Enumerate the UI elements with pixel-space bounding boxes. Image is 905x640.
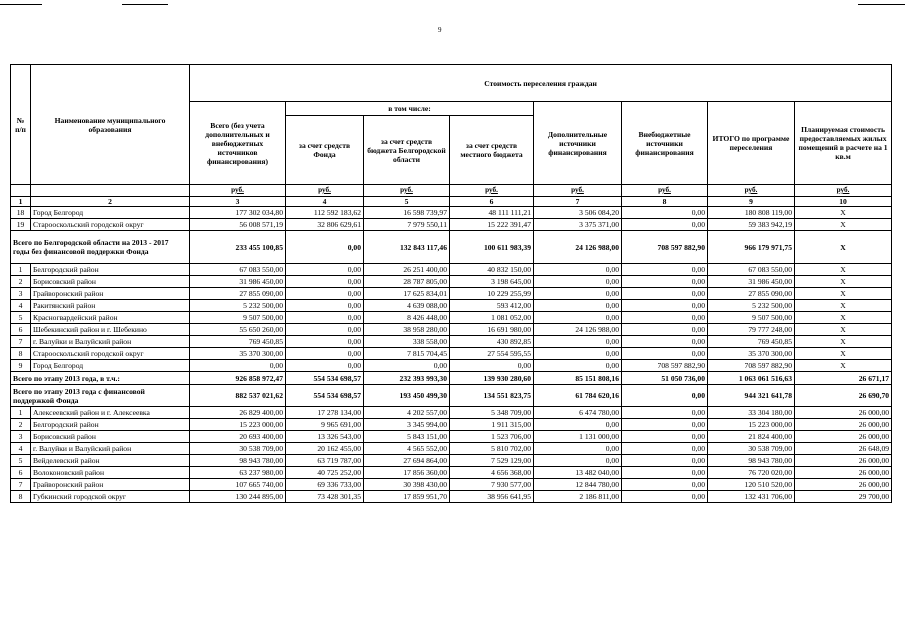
value-cell: 193 450 499,30 — [364, 385, 450, 407]
value-cell: 0,00 — [622, 455, 708, 467]
value-cell: 5 232 500,00 — [708, 300, 795, 312]
value-cell: 708 597 882,90 — [708, 360, 795, 372]
value-cell: 76 720 020,00 — [708, 467, 795, 479]
value-cell: 35 370 300,00 — [190, 348, 286, 360]
table-row — [11, 455, 892, 467]
table-row — [11, 219, 892, 231]
value-cell: 9 507 500,00 — [708, 312, 795, 324]
row-name: Город Белгород — [31, 207, 190, 219]
value-cell: X — [795, 312, 892, 324]
row-name: Борисовский район — [31, 431, 190, 443]
value-cell: 120 510 520,00 — [708, 479, 795, 491]
value-cell: 17 859 951,70 — [364, 491, 450, 503]
value-cell: 8 426 448,00 — [364, 312, 450, 324]
value-cell: 0,00 — [534, 264, 622, 276]
table-row — [11, 207, 892, 219]
row-name: Губкинский городской округ — [31, 491, 190, 503]
value-cell: 0,00 — [286, 264, 364, 276]
value-cell: 0,00 — [622, 407, 708, 419]
col-number: 10 — [795, 197, 892, 207]
header-extrabudget: Внебюджетные источники финансирования — [622, 102, 708, 185]
value-cell: 139 930 280,60 — [450, 372, 534, 385]
value-cell: 0,00 — [286, 360, 364, 372]
value-cell: 26 000,00 — [795, 407, 892, 419]
value-cell: 5 348 709,00 — [450, 407, 534, 419]
value-cell: 32 806 629,61 — [286, 219, 364, 231]
table-row — [11, 336, 892, 348]
unit-cell: руб. — [622, 185, 708, 197]
value-cell: 15 223 000,00 — [190, 419, 286, 431]
value-cell: X — [795, 300, 892, 312]
value-cell: 0,00 — [622, 336, 708, 348]
row-name: Борисовский район — [31, 276, 190, 288]
value-cell: 0,00 — [190, 360, 286, 372]
row-name: Всего по этапу 2013 года, в т.ч.: — [11, 372, 190, 385]
value-cell: 26 000,00 — [795, 419, 892, 431]
unit-cell: руб. — [795, 185, 892, 197]
col-number: 1 — [11, 197, 31, 207]
value-cell: X — [795, 219, 892, 231]
row-number: 1 — [11, 407, 31, 419]
value-cell: 24 126 988,00 — [534, 324, 622, 336]
row-name: Волоконовский район — [31, 467, 190, 479]
value-cell: 1 081 052,00 — [450, 312, 534, 324]
row-number: 7 — [11, 479, 31, 491]
value-cell: 5 232 500,00 — [190, 300, 286, 312]
row-name: Старооскольский городской округ — [31, 219, 190, 231]
table-row — [11, 407, 892, 419]
row-name: г. Валуйки и Валуйский район — [31, 336, 190, 348]
unit-cell: руб. — [708, 185, 795, 197]
value-cell: 9 965 691,00 — [286, 419, 364, 431]
value-cell: X — [795, 231, 892, 264]
row-number: 8 — [11, 348, 31, 360]
value-cell: 38 956 641,95 — [450, 491, 534, 503]
value-cell: 26 690,70 — [795, 385, 892, 407]
value-cell: 132 843 117,46 — [364, 231, 450, 264]
value-cell: 5 843 151,00 — [364, 431, 450, 443]
value-cell: 0,00 — [534, 443, 622, 455]
value-cell: 85 151 808,16 — [534, 372, 622, 385]
table-row — [11, 264, 892, 276]
value-cell: 0,00 — [534, 455, 622, 467]
unit-cell: руб. — [534, 185, 622, 197]
unit-cell: руб. — [286, 185, 364, 197]
row-number: 4 — [11, 443, 31, 455]
header-including: в том числе: — [286, 102, 534, 116]
value-cell: 55 650 260,00 — [190, 324, 286, 336]
row-name: Всего по Белгородской области на 2013 - 2017 годы без финансовой поддержки Фонда — [11, 231, 190, 264]
row-name: Красногвардейский район — [31, 312, 190, 324]
row-name: г. Валуйки и Валуйский район — [31, 443, 190, 455]
value-cell: 10 229 255,99 — [450, 288, 534, 300]
total-row — [11, 385, 892, 407]
value-cell: 134 551 823,75 — [450, 385, 534, 407]
value-cell: 7 979 550,11 — [364, 219, 450, 231]
value-cell: 27 855 090,00 — [190, 288, 286, 300]
value-cell: 27 694 864,00 — [364, 455, 450, 467]
row-number: 2 — [11, 276, 31, 288]
col-number: 2 — [31, 197, 190, 207]
row-number: 7 — [11, 336, 31, 348]
value-cell: 430 892,85 — [450, 336, 534, 348]
value-cell: 26 671,17 — [795, 372, 892, 385]
value-cell: 0,00 — [622, 491, 708, 503]
value-cell: 12 844 780,00 — [534, 479, 622, 491]
value-cell: 966 179 971,75 — [708, 231, 795, 264]
value-cell: 7 930 577,00 — [450, 479, 534, 491]
row-number: 3 — [11, 288, 31, 300]
value-cell: 61 784 620,16 — [534, 385, 622, 407]
total-row — [11, 372, 892, 385]
col-number: 7 — [534, 197, 622, 207]
value-cell: 0,00 — [450, 360, 534, 372]
header-cost-title: Стоимость переселения граждан — [190, 65, 892, 102]
header-itogo: ИТОГО по программе переселения — [708, 102, 795, 185]
value-cell: 27 554 595,55 — [450, 348, 534, 360]
value-cell: 882 537 021,62 — [190, 385, 286, 407]
header-total-without: Всего (без учета дополнительных и внебюджетных источников финансирования) — [190, 102, 286, 185]
value-cell: 67 083 550,00 — [190, 264, 286, 276]
top-mid-line — [122, 4, 168, 5]
value-cell: 554 534 698,57 — [286, 372, 364, 385]
value-cell: 708 597 882,90 — [622, 360, 708, 372]
row-number: 6 — [11, 467, 31, 479]
value-cell: 0,00 — [622, 324, 708, 336]
value-cell: 29 700,00 — [795, 491, 892, 503]
value-cell: 26 251 400,00 — [364, 264, 450, 276]
value-cell: 177 302 034,80 — [190, 207, 286, 219]
table-row — [11, 419, 892, 431]
header-local: за счет средств местного бюджета — [450, 116, 534, 185]
value-cell: 0,00 — [622, 419, 708, 431]
table-row — [11, 360, 892, 372]
row-name: Ракитянский район — [31, 300, 190, 312]
value-cell: 130 244 895,00 — [190, 491, 286, 503]
value-cell: 0,00 — [622, 385, 708, 407]
value-cell: 0,00 — [534, 336, 622, 348]
value-cell: 15 222 391,47 — [450, 219, 534, 231]
table-row — [11, 467, 892, 479]
value-cell: 0,00 — [622, 288, 708, 300]
value-cell: 0,00 — [622, 467, 708, 479]
value-cell: 4 639 088,00 — [364, 300, 450, 312]
value-cell: 3 198 645,00 — [450, 276, 534, 288]
header-fund: за счет средств Фонда — [286, 116, 364, 185]
row-number: 5 — [11, 455, 31, 467]
value-cell: X — [795, 336, 892, 348]
row-number: 18 — [11, 207, 31, 219]
value-cell: 769 450,85 — [190, 336, 286, 348]
header-additional: Дополнительные источники финансирования — [534, 102, 622, 185]
row-name: Всего по этапу 2013 года с финансовой поддержкой Фонда — [11, 385, 190, 407]
value-cell: X — [795, 348, 892, 360]
value-cell: 0,00 — [534, 300, 622, 312]
row-number: 6 — [11, 324, 31, 336]
value-cell: 59 383 942,19 — [708, 219, 795, 231]
col-number: 8 — [622, 197, 708, 207]
col-number: 9 — [708, 197, 795, 207]
value-cell: 26 000,00 — [795, 431, 892, 443]
value-cell: 16 598 739,97 — [364, 207, 450, 219]
col-number: 5 — [364, 197, 450, 207]
value-cell: 15 223 000,00 — [708, 419, 795, 431]
value-cell: 0,00 — [622, 479, 708, 491]
value-cell: X — [795, 360, 892, 372]
value-cell: 17 625 834,01 — [364, 288, 450, 300]
header-num: № п/п — [11, 65, 31, 185]
value-cell: 100 611 983,39 — [450, 231, 534, 264]
value-cell: 0,00 — [534, 419, 622, 431]
value-cell: 944 321 641,78 — [708, 385, 795, 407]
unit-cell: руб. — [450, 185, 534, 197]
value-cell: 0,00 — [622, 348, 708, 360]
table-row — [11, 312, 892, 324]
value-cell: 16 691 980,00 — [450, 324, 534, 336]
value-cell: 0,00 — [286, 336, 364, 348]
value-cell: 926 858 972,47 — [190, 372, 286, 385]
row-name: Город Белгород — [31, 360, 190, 372]
value-cell: 0,00 — [534, 348, 622, 360]
table-row — [11, 348, 892, 360]
value-cell: 26 829 400,00 — [190, 407, 286, 419]
value-cell: 0,00 — [622, 276, 708, 288]
table-row — [11, 300, 892, 312]
value-cell: 17 278 134,00 — [286, 407, 364, 419]
value-cell: 1 523 706,00 — [450, 431, 534, 443]
table-row — [11, 324, 892, 336]
col-number: 3 — [190, 197, 286, 207]
row-name: Грайворонский район — [31, 288, 190, 300]
row-number: 3 — [11, 431, 31, 443]
value-cell: 5 810 702,00 — [450, 443, 534, 455]
value-cell: 20 693 400,00 — [190, 431, 286, 443]
row-name: Шебекинский район и г. Шебекино — [31, 324, 190, 336]
header-regional: за счет средств бюджета Белгородской области — [364, 116, 450, 185]
value-cell: 63 719 787,00 — [286, 455, 364, 467]
value-cell: 593 412,00 — [450, 300, 534, 312]
value-cell: 33 304 180,00 — [708, 407, 795, 419]
value-cell: 56 008 571,19 — [190, 219, 286, 231]
value-cell: 31 986 450,00 — [708, 276, 795, 288]
value-cell: 40 832 150,00 — [450, 264, 534, 276]
value-cell: 3 375 371,00 — [534, 219, 622, 231]
units-row — [11, 185, 892, 197]
value-cell: 3 345 994,00 — [364, 419, 450, 431]
header-planned: Планируемая стоимость предоставляемых жилых помещений в расчете на 1 кв.м — [795, 102, 892, 185]
value-cell: 35 370 300,00 — [708, 348, 795, 360]
value-cell: 0,00 — [534, 288, 622, 300]
value-cell: 13 482 040,00 — [534, 467, 622, 479]
row-name: Грайворонский район — [31, 479, 190, 491]
table-row — [11, 431, 892, 443]
value-cell: 180 808 119,00 — [708, 207, 795, 219]
value-cell: 21 824 400,00 — [708, 431, 795, 443]
value-cell: 3 506 084,20 — [534, 207, 622, 219]
value-cell: 232 393 993,30 — [364, 372, 450, 385]
value-cell: 0,00 — [622, 207, 708, 219]
value-cell: 26 000,00 — [795, 467, 892, 479]
value-cell: 13 326 543,00 — [286, 431, 364, 443]
value-cell: 7 529 129,00 — [450, 455, 534, 467]
top-right-line — [858, 4, 905, 5]
table-row — [11, 491, 892, 503]
table-row — [11, 288, 892, 300]
value-cell: 233 455 100,85 — [190, 231, 286, 264]
value-cell: 30 538 709,00 — [190, 443, 286, 455]
value-cell: X — [795, 207, 892, 219]
value-cell: 0,00 — [534, 312, 622, 324]
value-cell: 0,00 — [622, 431, 708, 443]
value-cell: 0,00 — [286, 276, 364, 288]
value-cell: 73 428 301,35 — [286, 491, 364, 503]
value-cell: 0,00 — [622, 312, 708, 324]
value-cell: 17 856 360,00 — [364, 467, 450, 479]
row-number: 4 — [11, 300, 31, 312]
value-cell: 26 000,00 — [795, 479, 892, 491]
table-row — [11, 276, 892, 288]
value-cell: X — [795, 324, 892, 336]
col-number: 6 — [450, 197, 534, 207]
value-cell: 0,00 — [622, 219, 708, 231]
value-cell: 40 725 252,00 — [286, 467, 364, 479]
table-row — [11, 443, 892, 455]
value-cell: 0,00 — [534, 276, 622, 288]
value-cell: 338 558,00 — [364, 336, 450, 348]
row-name: Старооскольский городской округ — [31, 348, 190, 360]
value-cell: 79 777 248,00 — [708, 324, 795, 336]
value-cell: 4 565 552,00 — [364, 443, 450, 455]
value-cell: 2 186 811,00 — [534, 491, 622, 503]
value-cell: 30 398 430,00 — [364, 479, 450, 491]
value-cell: 67 083 550,00 — [708, 264, 795, 276]
value-cell: 769 450,85 — [708, 336, 795, 348]
value-cell: 0,00 — [286, 324, 364, 336]
value-cell: 554 534 698,57 — [286, 385, 364, 407]
table-row — [11, 479, 892, 491]
value-cell: 1 063 061 516,63 — [708, 372, 795, 385]
value-cell: 26 000,00 — [795, 455, 892, 467]
value-cell: 98 943 780,00 — [708, 455, 795, 467]
value-cell: 6 474 780,00 — [534, 407, 622, 419]
value-cell: X — [795, 264, 892, 276]
value-cell: 0,00 — [534, 360, 622, 372]
value-cell: 107 665 740,00 — [190, 479, 286, 491]
value-cell: 0,00 — [286, 300, 364, 312]
row-number: 1 — [11, 264, 31, 276]
value-cell: 69 336 733,00 — [286, 479, 364, 491]
resettlement-cost-table — [10, 64, 892, 503]
row-number: 19 — [11, 219, 31, 231]
value-cell: 0,00 — [622, 443, 708, 455]
value-cell: 20 162 455,00 — [286, 443, 364, 455]
value-cell: 0,00 — [286, 231, 364, 264]
value-cell: 1 131 000,00 — [534, 431, 622, 443]
value-cell: 0,00 — [622, 300, 708, 312]
value-cell: 0,00 — [286, 312, 364, 324]
value-cell: 4 656 368,00 — [450, 467, 534, 479]
value-cell: 98 943 780,00 — [190, 455, 286, 467]
value-cell: 708 597 882,90 — [622, 231, 708, 264]
table-body — [11, 207, 892, 503]
value-cell: 9 507 500,00 — [190, 312, 286, 324]
page-number: 9 — [438, 26, 442, 34]
value-cell: 0,00 — [622, 264, 708, 276]
value-cell: 30 538 709,00 — [708, 443, 795, 455]
row-name: Вейделевский район — [31, 455, 190, 467]
unit-cell: руб. — [364, 185, 450, 197]
header-name: Наименование муниципального образования — [31, 65, 190, 185]
value-cell: 0,00 — [286, 288, 364, 300]
value-cell: 28 787 805,00 — [364, 276, 450, 288]
value-cell: 0,00 — [364, 360, 450, 372]
value-cell: 27 855 090,00 — [708, 288, 795, 300]
value-cell: 63 237 980,00 — [190, 467, 286, 479]
value-cell: 38 958 280,00 — [364, 324, 450, 336]
unit-cell: руб. — [190, 185, 286, 197]
value-cell: 48 111 111,21 — [450, 207, 534, 219]
row-name: Белгородский район — [31, 419, 190, 431]
value-cell: 24 126 988,00 — [534, 231, 622, 264]
column-numbers-row — [11, 197, 892, 207]
row-number: 5 — [11, 312, 31, 324]
value-cell: X — [795, 288, 892, 300]
row-number: 2 — [11, 419, 31, 431]
value-cell: 112 592 183,62 — [286, 207, 364, 219]
value-cell: 7 815 704,45 — [364, 348, 450, 360]
row-name: Белгородский район — [31, 264, 190, 276]
col-number: 4 — [286, 197, 364, 207]
value-cell: 31 986 450,00 — [190, 276, 286, 288]
total-row — [11, 231, 892, 264]
value-cell: 0,00 — [286, 348, 364, 360]
row-number: 9 — [11, 360, 31, 372]
value-cell: X — [795, 276, 892, 288]
value-cell: 4 202 557,00 — [364, 407, 450, 419]
value-cell: 51 050 736,00 — [622, 372, 708, 385]
value-cell: 26 648,09 — [795, 443, 892, 455]
value-cell: 132 431 706,00 — [708, 491, 795, 503]
value-cell: 1 911 315,00 — [450, 419, 534, 431]
row-name: Алексеевский район и г. Алексеевка — [31, 407, 190, 419]
top-left-line — [0, 4, 42, 5]
table-header — [11, 65, 892, 185]
row-number: 8 — [11, 491, 31, 503]
